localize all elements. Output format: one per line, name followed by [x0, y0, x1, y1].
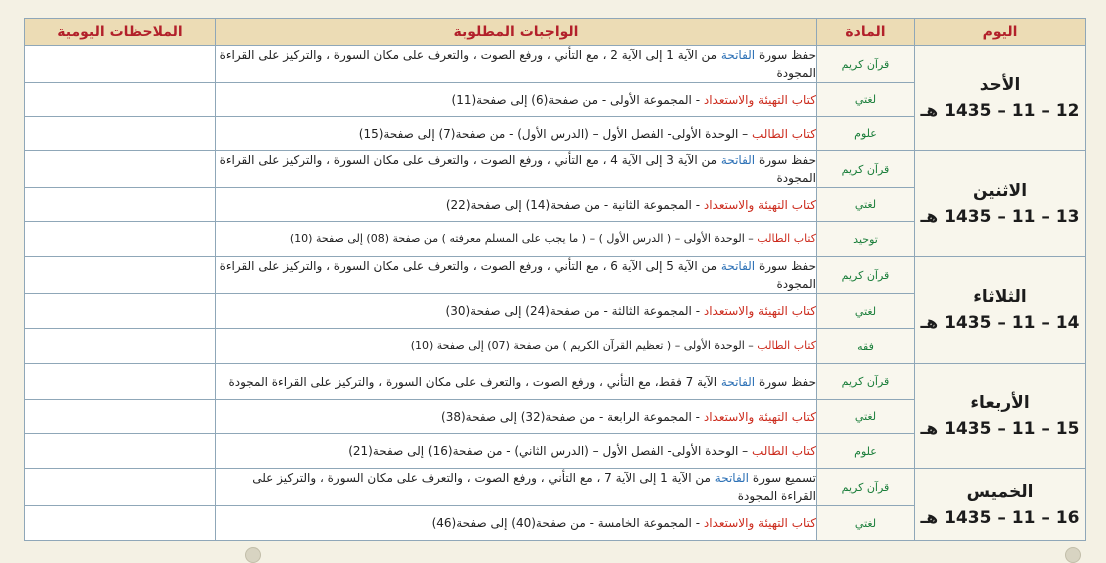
day-cell — [915, 469, 1086, 541]
day-date: 12 – 11 – 1435 هـ — [920, 101, 1080, 121]
task-prefix: حفظ سورة — [755, 374, 816, 389]
task-cell — [216, 188, 817, 222]
day-name: الأربعاء — [970, 393, 1030, 413]
task-text: – الوحدة الأولى- الفصل الأول – (الدرس الثاني) - من صفحة(16) إلى صفحة(21) — [348, 444, 752, 458]
task-cell — [216, 257, 817, 294]
task-cell — [216, 329, 817, 364]
table-row — [25, 151, 1086, 188]
subject-cell: توحيد — [817, 222, 915, 257]
table-row — [25, 364, 1086, 400]
notes-cell[interactable] — [25, 506, 216, 541]
day-date: 13 – 11 – 1435 هـ — [920, 206, 1080, 227]
task-highlight: كتاب التهيئة والاستعداد — [703, 92, 816, 107]
table-row — [25, 469, 1086, 506]
task-text: – الوحدة الأولى – ( الدرس الأول ) – ( ما يجب على المسلم معرفته ) من صفحة (08) إلى صفحة (10) — [289, 232, 758, 245]
day-name: الاثنين — [972, 180, 1028, 201]
task-text: من الآية 5 إلى الآية 6 ، مع التأني ، ورفع الصوت ، والتعرف على مكان السورة ، والتركيز على القراءة المجودة — [219, 259, 816, 291]
day-name: الأحد — [979, 75, 1021, 95]
task-cell — [216, 222, 817, 257]
notes-cell[interactable] — [25, 434, 216, 469]
task-highlight: كتاب التهيئة والاستعداد — [703, 197, 816, 212]
subject-cell: لغتي — [817, 188, 915, 222]
task-text: من الآية 3 إلى الآية 4 ، مع التأني ، ورفع الصوت ، والتعرف على مكان السورة ، والتركيز على القراءة المجودة — [219, 153, 816, 185]
homework-schedule-table — [24, 18, 1086, 541]
task-highlight: كتاب الطالب — [751, 126, 816, 141]
notes-cell[interactable] — [25, 151, 216, 188]
notes-cell[interactable] — [25, 329, 216, 364]
header-tasks: الواجبات المطلوبة — [216, 19, 817, 46]
task-cell — [216, 400, 817, 434]
task-highlight: كتاب الطالب — [757, 339, 816, 352]
notes-cell[interactable] — [25, 117, 216, 151]
task-cell — [216, 469, 817, 506]
task-text: - المجموعة الثانية - من صفحة(14) إلى صفحة(22) — [445, 197, 704, 212]
task-highlight: كتاب التهيئة والاستعداد — [703, 516, 816, 530]
notes-cell[interactable] — [25, 46, 216, 83]
task-prefix: حفظ سورة — [755, 153, 816, 167]
task-cell — [216, 506, 817, 541]
header-notes: الملاحظات اليومية — [25, 19, 216, 46]
subject-cell: قرآن كريم — [817, 46, 915, 83]
day-date: 16 – 11 – 1435 هـ — [920, 507, 1080, 528]
task-text: الآية 7 فقط، مع التأني ، ورفع الصوت ، والتعرف على مكان السورة ، والتركيز على القراءة المجودة — [228, 374, 721, 389]
day-cell — [915, 364, 1086, 469]
task-text: من الآية 1 إلى الآية 2 ، مع التأني ، ورفع الصوت ، والتعرف على مكان السورة ، والتركيز على القراءة المجودة — [219, 48, 816, 80]
subject-cell: قرآن كريم — [817, 257, 915, 294]
subject-cell: قرآن كريم — [817, 364, 915, 400]
subject-cell: قرآن كريم — [817, 469, 915, 506]
notes-cell[interactable] — [25, 257, 216, 294]
day-cell — [915, 151, 1086, 257]
task-highlight: الفاتحة — [720, 259, 756, 273]
task-text: – الوحدة الأولى- الفصل الأول – (الدرس الأول) - من صفحة(7) إلى صفحة(15) — [358, 126, 752, 141]
notes-cell[interactable] — [25, 364, 216, 400]
subject-cell: لغتي — [817, 294, 915, 329]
task-prefix: تسميع سورة — [749, 471, 816, 485]
task-cell — [216, 434, 817, 469]
task-text: - المجموعة الخامسة - من صفحة(40) إلى صفحة(46) — [431, 516, 704, 530]
schedule-body — [25, 46, 1086, 541]
day-date: 15 – 11 – 1435 هـ — [920, 419, 1080, 439]
notes-cell[interactable] — [25, 294, 216, 329]
scroll-handle-right[interactable] — [1065, 547, 1081, 563]
header-subject: المادة — [817, 19, 915, 46]
task-cell — [216, 364, 817, 400]
task-cell — [216, 294, 817, 329]
subject-cell: لغتي — [817, 83, 915, 117]
subject-cell: علوم — [817, 434, 915, 469]
day-cell — [915, 257, 1086, 364]
task-cell — [216, 151, 817, 188]
task-text: – الوحدة الأولى – ( تعظيم القرآن الكريم ) من صفحة (07) إلى صفحة (10) — [410, 339, 758, 352]
task-text: - المجموعة الأولى - من صفحة(6) إلى صفحة(11) — [451, 92, 704, 107]
day-cell — [915, 46, 1086, 151]
header-row — [25, 19, 1086, 46]
day-date: 14 – 11 – 1435 هـ — [920, 313, 1080, 333]
task-highlight: كتاب التهيئة والاستعداد — [703, 304, 816, 318]
notes-cell[interactable] — [25, 222, 216, 257]
scroll-handle-left[interactable] — [245, 547, 261, 563]
notes-cell[interactable] — [25, 400, 216, 434]
task-highlight: الفاتحة — [720, 374, 756, 389]
notes-cell[interactable] — [25, 188, 216, 222]
task-prefix: حفظ سورة — [755, 259, 816, 273]
task-highlight: الفاتحة — [720, 153, 756, 167]
task-cell — [216, 117, 817, 151]
subject-cell: لغتي — [817, 400, 915, 434]
task-text: من الآية 1 إلى الآية 7 ، مع التأني ، ورفع الصوت ، والتعرف على مكان السورة ، والتركيز على القراءة المجودة — [252, 471, 816, 503]
task-prefix: حفظ سورة — [755, 48, 816, 62]
task-cell — [216, 46, 817, 83]
header-day: اليوم — [915, 19, 1086, 46]
task-highlight: الفاتحة — [714, 471, 750, 485]
notes-cell[interactable] — [25, 469, 216, 506]
task-highlight: كتاب الطالب — [757, 232, 816, 245]
subject-cell: علوم — [817, 117, 915, 151]
day-name: الثلاثاء — [973, 287, 1027, 307]
task-highlight: الفاتحة — [720, 48, 756, 62]
subject-cell: قرآن كريم — [817, 151, 915, 188]
task-text: - المجموعة الرابعة - من صفحة(32) إلى صفحة(38) — [441, 409, 704, 424]
task-cell — [216, 83, 817, 117]
notes-cell[interactable] — [25, 83, 216, 117]
task-text: - المجموعة الثالثة - من صفحة(24) إلى صفحة(30) — [445, 304, 704, 318]
table-row — [25, 257, 1086, 294]
day-name: الخميس — [966, 481, 1034, 502]
task-highlight: كتاب الطالب — [751, 444, 816, 458]
subject-cell: لغتي — [817, 506, 915, 541]
subject-cell: فقه — [817, 329, 915, 364]
table-row — [25, 46, 1086, 83]
task-highlight: كتاب التهيئة والاستعداد — [703, 409, 816, 424]
